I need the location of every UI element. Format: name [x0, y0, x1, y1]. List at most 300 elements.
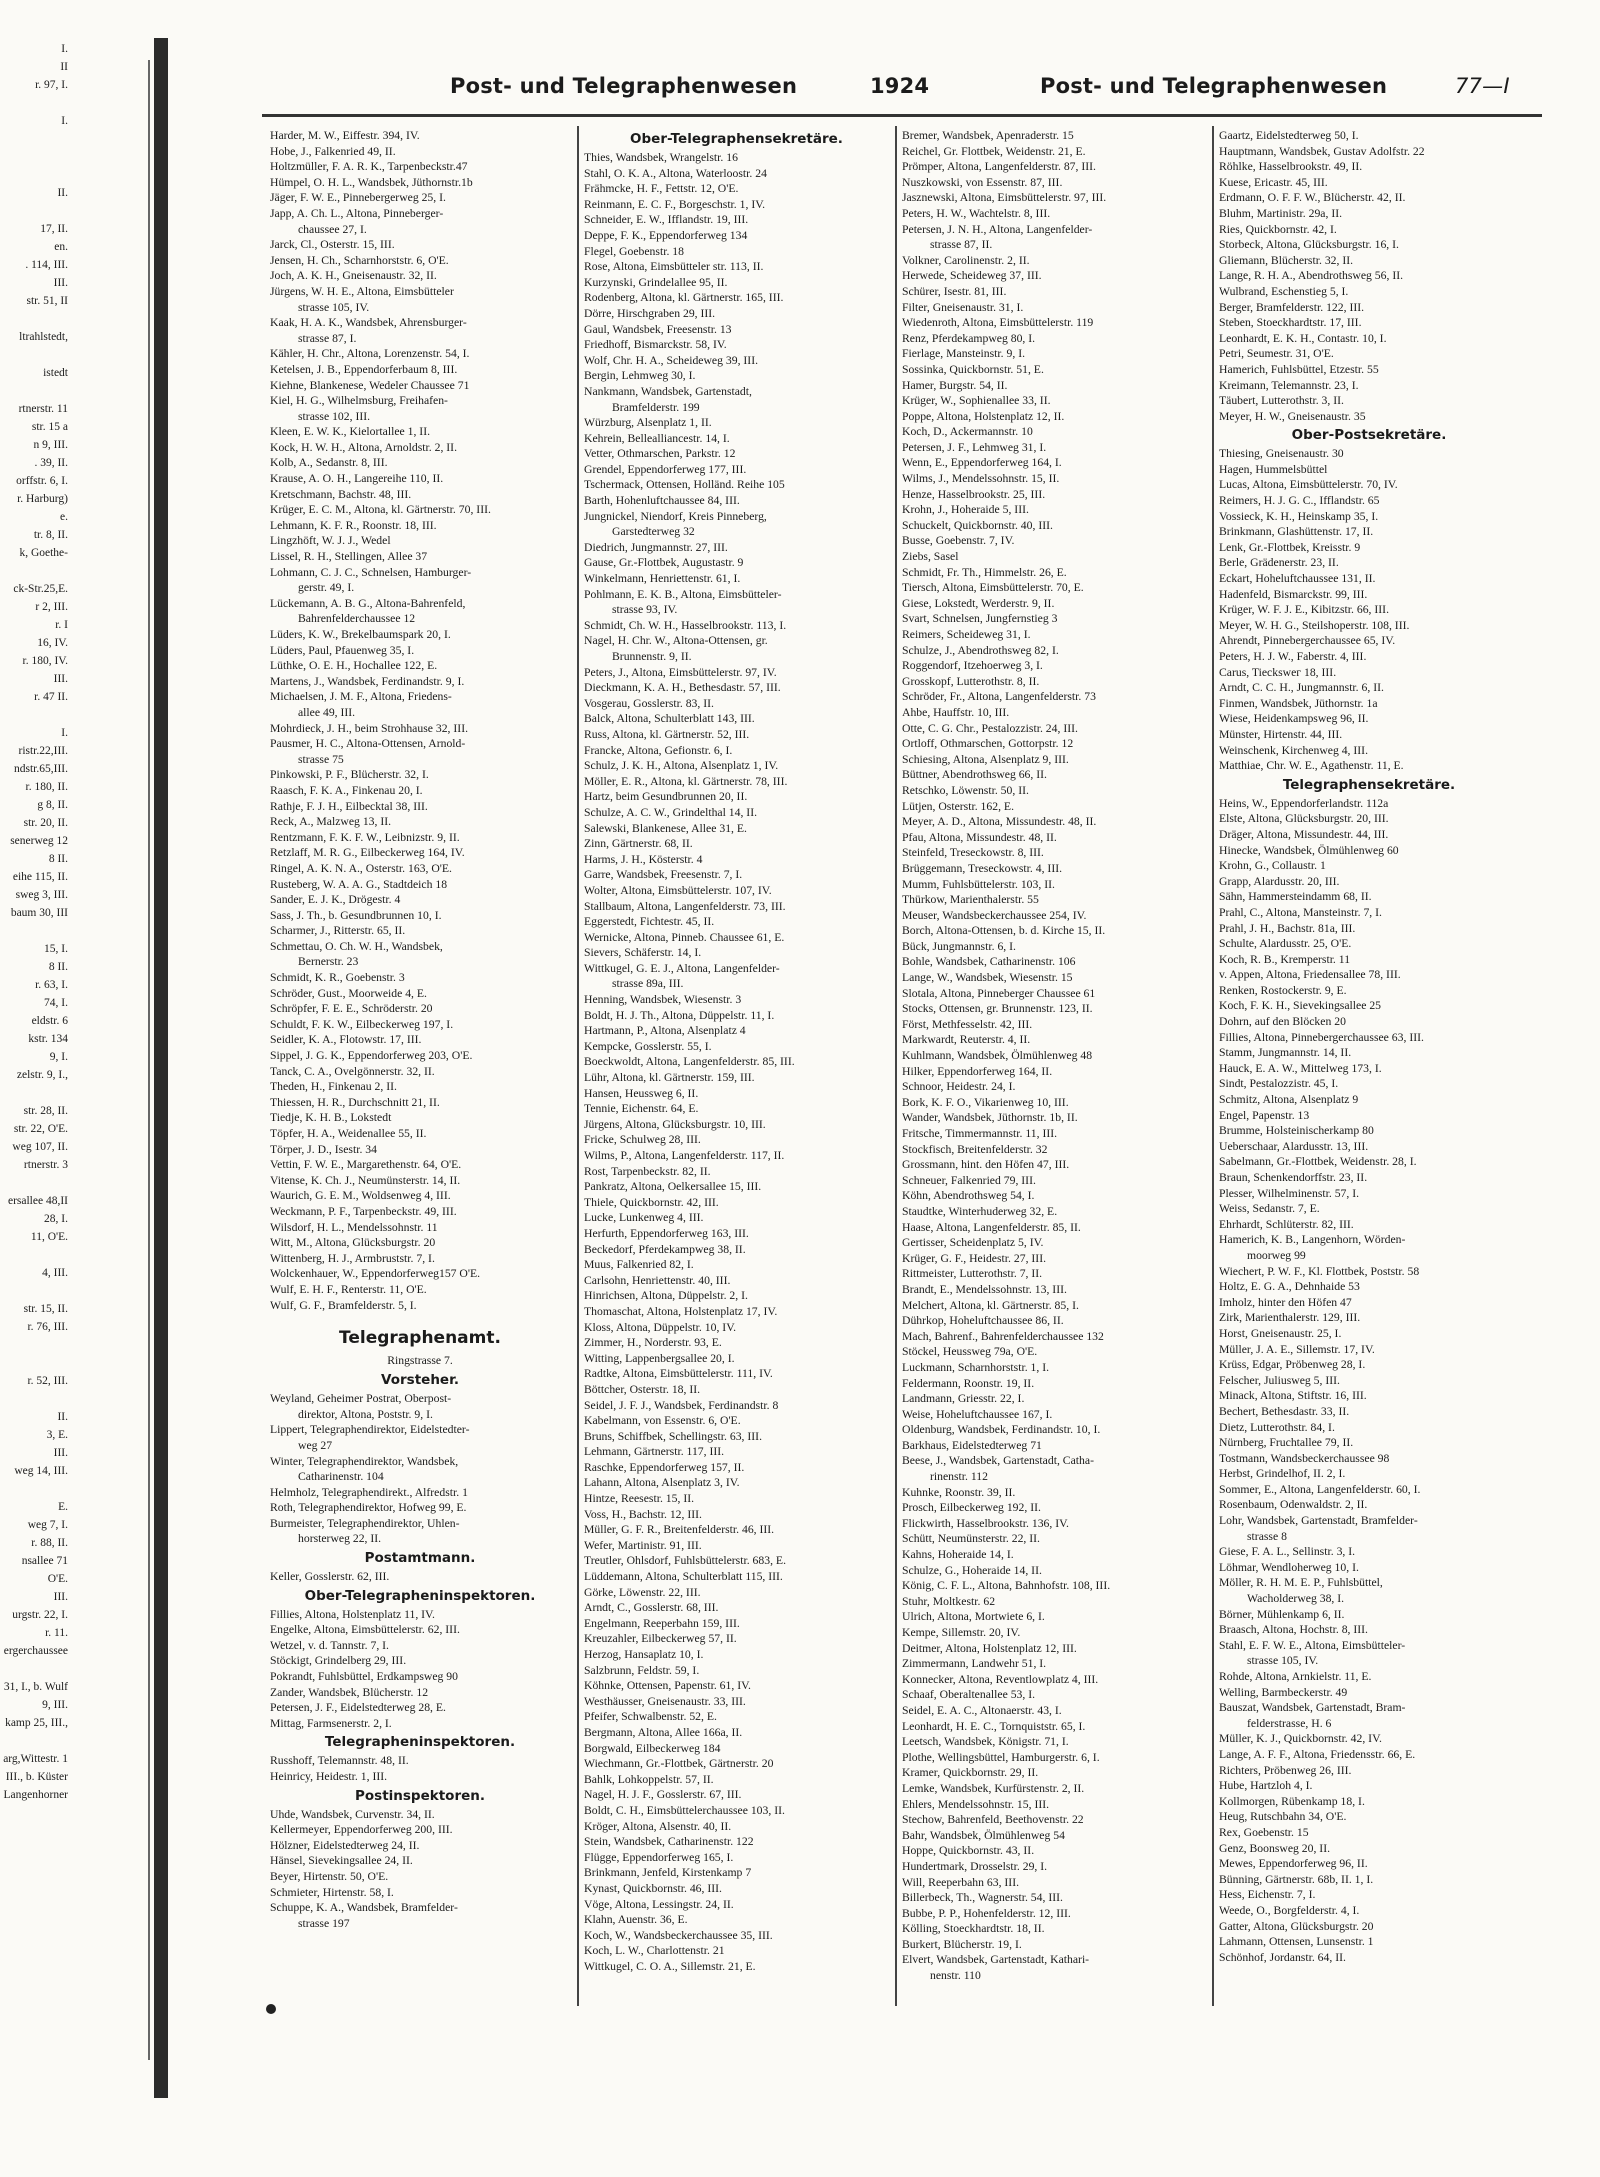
directory-entry: Brumme, Holsteinischerkamp 80	[1219, 1124, 1374, 1138]
directory-entry: Grossmann, hint. den Höfen 47, III.	[902, 1158, 1070, 1172]
directory-entry: Bubbe, P. P., Hohenfelderstr. 12, III.	[902, 1906, 1071, 1920]
directory-entry: Kellermeyer, Eppendorferweg 200, III.	[270, 1823, 453, 1837]
prev-page-line: 9, I.	[49, 1051, 68, 1063]
directory-entry: Filter, Gneisenaustr. 31, I.	[902, 300, 1024, 314]
directory-entry: Meyer, A. D., Altona, Missundestr. 48, II.	[902, 815, 1097, 829]
prev-page-line	[0, 310, 150, 328]
directory-entry: Tiedje, K. H. B., Lokstedt	[270, 1111, 392, 1125]
directory-entry: Retzlaff, M. R. G., Eilbeckerweg 164, IV.	[270, 846, 465, 860]
directory-entry: Mumm, Fuhlsbüttelerstr. 103, II.	[902, 877, 1055, 891]
directory-entry: Krohn, G., Collaustr. 1	[1219, 859, 1326, 873]
directory-entry: Ringel, A. K. N. A., Osterstr. 163, O'E.	[270, 861, 452, 875]
prev-page-line	[0, 1732, 150, 1750]
directory-entry: Mohrdieck, J. H., beim Strohhause 32, III.	[270, 721, 469, 735]
directory-entry: Stein, Wandsbek, Catharinenstr. 122	[584, 1835, 754, 1849]
directory-entry: Carus, Tieckswег 18, III.	[1219, 665, 1337, 679]
directory-entry: Stöckigt, Grindelberg 29, III.	[270, 1654, 407, 1668]
directory-entry: Fricke, Schulweg 28, III.	[584, 1133, 701, 1147]
directory-entry: Schürer, Isestr. 81, III.	[902, 284, 1007, 298]
directory-entry: Lückemann, A. B. G., Altona-Bahrenfeld,	[270, 596, 466, 610]
directory-entry: Wolter, Altona, Eimsbüttelerstr. 107, IV.	[584, 883, 772, 897]
directory-entry: Lohmann, C. J. C., Schnelsen, Hamburger-	[270, 565, 472, 579]
prev-page-line	[0, 148, 150, 166]
directory-entry: Gatter, Altona, Glücksburgstr. 20	[1219, 1919, 1374, 1933]
directory-entry: Hess, Eichenstr. 7, I.	[1219, 1888, 1316, 1902]
directory-entry: Retschko, Löwenstr. 50, II.	[902, 783, 1029, 797]
prev-page-line: 15, I.	[44, 943, 68, 955]
directory-entry: Törper, J. D., Isestr. 34	[270, 1142, 377, 1156]
page-number: 77—I	[1455, 74, 1510, 98]
directory-entry: Bergmann, Altona, Allee 166a, II.	[584, 1725, 743, 1739]
directory-entry: Hinrichsen, Altona, Düppelstr. 2, I.	[584, 1289, 748, 1303]
directory-entry: Reichel, Gr. Flottbek, Weidenstr. 21, E.	[902, 144, 1086, 158]
directory-entry: Stahl, O. K. A., Altona, Waterloostr. 24	[584, 166, 767, 180]
directory-entry: Stöckel, Heussweg 79a, O'E.	[902, 1345, 1038, 1359]
prev-page-line: r. 97, I.	[35, 79, 68, 91]
directory-entry: Rodenberg, Altona, kl. Gärtnerstr. 165, III.	[584, 291, 784, 305]
directory-entry: Löhmar, Wendloherweg 10, I.	[1219, 1560, 1359, 1574]
prev-page-line: ltrahlstedt,	[19, 331, 68, 343]
directory-entry: Gause, Gr.-Flottbek, Augustastr. 9	[584, 556, 744, 570]
directory-entry: Kretschmann, Bachstr. 48, III.	[270, 487, 412, 501]
directory-entry: strasse 75	[298, 752, 344, 766]
directory-entry: Möller, R. H. M. E. P., Fuhlsbüttel,	[1219, 1576, 1383, 1590]
directory-entry: Ortloff, Othmarschen, Gottorpstr. 12	[902, 737, 1074, 751]
directory-entry: Beese, J., Wandsbek, Gartenstadt, Catha-	[902, 1454, 1094, 1468]
prev-page-line: . 114, III.	[25, 259, 68, 271]
directory-entry: Oldenburg, Wandsbek, Ferdinandstr. 10, I.	[902, 1423, 1101, 1437]
prev-page-line: arg,Wittestr. 1	[3, 1753, 68, 1765]
directory-entry: Schaaf, Oberaltenallee 53, I.	[902, 1688, 1036, 1702]
directory-entry: Koch, W., Wandsbeckerchaussee 35, III.	[584, 1928, 773, 1942]
prev-page-line: orffstr. 6, I.	[16, 475, 68, 487]
prev-page-line: rtnerstr. 3	[23, 1159, 68, 1171]
directory-entry: Hoppe, Quickbornstr. 43, II.	[902, 1844, 1035, 1858]
directory-entry: Sabelmann, Gr.-Flottbek, Weidenstr. 28, I.	[1219, 1155, 1417, 1169]
directory-entry: Witting, Lappenbergsallee 20, I.	[584, 1351, 735, 1365]
directory-entry: Storbeck, Altona, Glücksburgstr. 16, I.	[1219, 238, 1399, 252]
directory-entry: Lippert, Telegraphendirektor, Eidelstedter-	[270, 1423, 470, 1437]
directory-entry: Garstedterweg 32	[612, 525, 695, 539]
directory-entry: Helmholz, Telegraphendirekt., Alfredstr. 1	[270, 1485, 468, 1499]
directory-entry: Keller, Gosslerstr. 62, III.	[270, 1570, 390, 1584]
directory-entry: Theden, H., Finkenau 2, II.	[270, 1080, 397, 1094]
directory-entry: Schröder, Gust., Moorweide 4, E.	[270, 986, 427, 1000]
directory-entry: Lucas, Altona, Eimsbüttelerstr. 70, IV.	[1219, 478, 1398, 492]
directory-entry: Peters, H. W., Wachtelstr. 8, III.	[902, 206, 1051, 220]
directory-entry: Frähmcke, H. F., Fettstr. 12, O'E.	[584, 182, 739, 196]
directory-entry: Harms, J. H., Kösterstr. 4	[584, 852, 703, 866]
directory-entry: Michaelsen, J. M. F., Altona, Friedens-	[270, 690, 452, 704]
directory-entry: Joch, A. K. H., Gneisenaustr. 32, II.	[270, 269, 437, 283]
prev-page-line: eihe 115, II.	[12, 871, 68, 883]
directory-entry: Zimmer, H., Norderstr. 93, E.	[584, 1336, 722, 1350]
directory-entry: Mewes, Eppendorferweg 96, II.	[1219, 1857, 1368, 1871]
directory-entry: Leonhardt, H. E. C., Tornquiststr. 65, I.	[902, 1719, 1086, 1733]
directory-entry: Russ, Altona, kl. Gärtnerstr. 52, III.	[584, 727, 750, 741]
directory-entry: Petersen, J. F., Eidelstedterweg 28, E.	[270, 1701, 446, 1715]
directory-entry: Holtz, E. G. A., Dehnhaide 53	[1219, 1280, 1360, 1294]
prev-page-line: r 2, III.	[35, 601, 68, 613]
directory-entry: Klahn, Auenstr. 36, E.	[584, 1913, 688, 1927]
directory-entry: Büttner, Abendrothsweg 66, II.	[902, 768, 1047, 782]
directory-entry: Burkert, Blücherstr. 19, I.	[902, 1937, 1022, 1951]
directory-entry: Nuszkowski, von Essenstr. 87, III.	[902, 175, 1063, 189]
directory-entry: Carlsohn, Henriettenstr. 40, III.	[584, 1273, 731, 1287]
directory-entry: Böttcher, Osterstr. 18, II.	[584, 1382, 701, 1396]
directory-entry: Brandt, E., Mendelssohnstr. 13, III.	[902, 1282, 1067, 1296]
directory-entry: Hadenfeld, Bismarckstr. 99, III.	[1219, 587, 1368, 601]
directory-entry: Wefer, Martinistr. 91, III.	[584, 1538, 702, 1552]
directory-entry: Täubert, Lutterothstr. 3, II.	[1219, 394, 1344, 408]
directory-entry: König, C. F. L., Altona, Bahnhofstr. 108, III.	[902, 1579, 1111, 1593]
directory-entry: Jungnickel, Niendorf, Kreis Pinneberg,	[584, 509, 767, 523]
directory-column-3	[902, 128, 1207, 1984]
directory-entry: Prahl, J. H., Bachstr. 81a, III.	[1219, 921, 1356, 935]
prev-page-line: 3, E.	[46, 1429, 68, 1441]
directory-entry: Lehmann, Gärtnerstr. 117, III.	[584, 1445, 725, 1459]
directory-entry: Kleen, E. W. K., Kielortallee 1, II.	[270, 425, 431, 439]
directory-entry: strasse 87, II.	[930, 238, 993, 252]
directory-entry: Wilms, J., Mendelssohnstr. 15, II.	[902, 472, 1060, 486]
prev-page-line: 28, I.	[44, 1213, 68, 1225]
directory-entry: Herbst, Grindelhof, II. 2, I.	[1219, 1467, 1346, 1481]
prev-page-line: 9, III.	[42, 1699, 68, 1711]
directory-entry: Köhnke, Ottensen, Papenstr. 61, IV.	[584, 1679, 751, 1693]
directory-entry: Schulze, A. C. W., Grindelthal 14, II.	[584, 805, 758, 819]
directory-entry: Ahrendt, Pinnebergerchaussee 65, IV.	[1219, 634, 1396, 648]
directory-entry: Prömper, Altona, Langenfelderstr. 87, III.	[902, 160, 1096, 174]
column-divider	[577, 126, 579, 2006]
directory-entry: Wacholderweg 38, I.	[1247, 1592, 1345, 1606]
directory-entry: Kiehne, Blankenese, Wedeler Chaussee 71	[270, 378, 470, 392]
directory-entry: Garre, Wandsbek, Freesenstr. 7, I.	[584, 868, 743, 882]
directory-entry: Finmen, Wandsbek, Jüthornstr. 1a	[1219, 696, 1378, 710]
directory-entry: Bauszat, Wandsbek, Gartenstadt, Bram-	[1219, 1701, 1406, 1715]
directory-entry: Uhde, Wandsbek, Curvenstr. 34, II.	[270, 1807, 435, 1821]
directory-entry: Billerbeck, Th., Wagnerstr. 54, III.	[902, 1891, 1063, 1905]
directory-entry: Tiersch, Altona, Eimsbüttelerstr. 70, E.	[902, 581, 1084, 595]
directory-entry: Hölzner, Eidelstedterweg 24, II.	[270, 1838, 420, 1852]
directory-entry: Tennie, Eichenstr. 64, E.	[584, 1102, 699, 1116]
prev-page-line	[0, 1246, 150, 1264]
directory-entry: Hartz, beim Gesundbrunnen 20, II.	[584, 790, 748, 804]
directory-entry: Hilker, Eppendorferweg 164, II.	[902, 1064, 1053, 1078]
directory-entry: Wolckenhauer, W., Eppendorferweg157 O'E.	[270, 1267, 481, 1281]
directory-entry: Kiel, H. G., Wilhelmsburg, Freihafen-	[270, 394, 448, 408]
directory-entry: Ehlers, Mendelssohnstr. 15, III.	[902, 1797, 1050, 1811]
directory-entry: Eckart, Hoheluftchaussee 131, II.	[1219, 572, 1376, 586]
prev-page-line	[0, 94, 150, 112]
directory-entry: Dührkop, Hoheluftchaussee 86, II.	[902, 1314, 1064, 1328]
directory-entry: Lenk, Gr.-Flottbek, Kreisstr. 9	[1219, 540, 1361, 554]
directory-entry: Lüders, Paul, Pfauenweg 35, I.	[270, 643, 415, 657]
directory-entry: Mittag, Farmsenerstr. 2, I.	[270, 1716, 392, 1730]
directory-entry: Boldt, H. J. Th., Altona, Düppelstr. 11, I.	[584, 1008, 775, 1022]
directory-entry: Kempe, Sillemstr. 20, IV.	[902, 1626, 1021, 1639]
directory-entry: Hintze, Reesestr. 15, II.	[584, 1492, 695, 1506]
directory-entry: Russhoff, Telemannstr. 48, II.	[270, 1754, 409, 1768]
prev-page-line	[0, 1390, 150, 1408]
directory-entry: Bahlk, Lohkoppelstr. 57, II.	[584, 1772, 714, 1786]
directory-entry: Mach, Bahrenf., Bahrenfelderchaussee 132	[902, 1329, 1104, 1343]
directory-entry: Schuppe, K. A., Wandsbek, Bramfelder-	[270, 1901, 458, 1915]
prev-page-line: II	[60, 61, 68, 73]
directory-entry: strasse 197	[298, 1916, 350, 1930]
directory-entry: Pausmer, H. C., Altona-Ottensen, Arnold-	[270, 737, 466, 751]
directory-entry: Schuckelt, Quickbornstr. 40, III.	[902, 518, 1053, 532]
directory-entry: Jürgens, Altona, Glücksburgstr. 10, III.	[584, 1117, 766, 1131]
directory-entry: Seidel, E. A. C., Altonaerstr. 43, I.	[902, 1703, 1062, 1717]
prev-page-line	[0, 202, 150, 220]
directory-entry: Stuhr, Moltkestr. 62	[902, 1594, 996, 1608]
directory-entry: Schmidt, Ch. W. H., Hasselbrookstr. 113, I.	[584, 618, 787, 632]
section-heading: Ringstrasse 7.	[387, 1354, 453, 1368]
prev-page-line: 74, I.	[44, 997, 68, 1009]
prev-page-line	[0, 1336, 150, 1354]
directory-entry: Schönhof, Jordanstr. 64, II.	[1219, 1950, 1346, 1964]
directory-entry: Weckmann, P. F., Tarpenbeckstr. 49, III.	[270, 1204, 457, 1218]
directory-entry: Nürnberg, Fruchtallee 79, II.	[1219, 1436, 1354, 1450]
directory-column-4	[1219, 128, 1519, 1965]
directory-entry: Bahr, Wandsbek, Ölmühlenweg 54	[902, 1828, 1065, 1842]
directory-entry: Fillies, Altona, Pinnebergerchaussee 63, III.	[1219, 1030, 1424, 1044]
directory-entry: Kuhnke, Roonstr. 39, II.	[902, 1485, 1016, 1499]
prev-page-line: ergerchaussee	[3, 1645, 68, 1657]
directory-entry: Kock, H. W. H., Altona, Arnoldstr. 2, II.	[270, 440, 457, 454]
directory-entry: Stamm, Jungmannstr. 14, II.	[1219, 1046, 1352, 1060]
directory-entry: Herwede, Scheideweg 37, III.	[902, 269, 1042, 283]
directory-entry: Kurzynski, Grindelallee 95, II.	[584, 275, 728, 289]
directory-entry: Minack, Altona, Stiftstr. 16, III.	[1219, 1389, 1367, 1403]
section-heading: Ober-Telegrapheninspektoren.	[304, 1587, 536, 1604]
prev-page-line	[0, 562, 150, 580]
directory-entry: Jäger, F. W. E., Pinnebergerweg 25, I.	[270, 191, 446, 205]
directory-entry: Hube, Hartzloh 4, I.	[1219, 1779, 1313, 1793]
punch-hole-mark	[266, 2004, 276, 2014]
directory-entry: Krohn, J., Hoheraide 5, III.	[902, 503, 1029, 517]
prev-page-line	[0, 1084, 150, 1102]
directory-entry: Münster, Hirtenstr. 44, III.	[1219, 727, 1343, 741]
directory-entry: Radtke, Altona, Eimsbüttelerstr. 111, IV.	[584, 1367, 773, 1381]
directory-entry: Meyer, H. W., Gneisenaustr. 35	[1219, 409, 1366, 423]
directory-entry: Ries, Quickbornstr. 42, I.	[1219, 222, 1337, 236]
prev-page-line: r. 47 II.	[34, 691, 68, 703]
prev-page-line: r. 180, II.	[25, 781, 68, 793]
prev-page-line: E.	[58, 1501, 68, 1513]
prev-page-line: g 8, II.	[37, 799, 68, 811]
directory-entry: Rex, Goebenstr. 15	[1219, 1825, 1309, 1839]
directory-entry: Reimers, Scheideweg 31, I.	[902, 628, 1031, 641]
directory-entry: Sommer, E., Altona, Langenfelderstr. 60, I.	[1219, 1482, 1421, 1496]
directory-entry: Pankratz, Altona, Oelkersallee 15, III.	[584, 1180, 762, 1194]
directory-entry: Thies, Wandsbek, Wrangelstr. 16	[584, 151, 738, 164]
directory-entry: Kähler, H. Chr., Altona, Lorenzenstr. 54, I.	[270, 347, 470, 361]
directory-entry: Otte, C. G. Chr., Pestalozzistr. 24, III.	[902, 721, 1078, 735]
directory-entry: Roth, Telegraphendirektor, Hofweg 99, E.	[270, 1501, 467, 1515]
directory-entry: Pokrandt, Fuhlsbüttel, Erdkampsweg 90	[270, 1670, 458, 1684]
directory-entry: Flickwirth, Hasselbrookstr. 136, IV.	[902, 1516, 1069, 1530]
directory-entry: Markwardt, Reuterstr. 4, II.	[902, 1033, 1031, 1047]
directory-entry: Rost, Tarpenbeckstr. 82, II.	[584, 1164, 711, 1178]
directory-entry: Hamerich, Fuhlsbüttel, Etzestr. 55	[1219, 362, 1379, 376]
directory-entry: Sievers, Schäferstr. 14, I.	[584, 946, 702, 960]
prev-page-line: 31, I., b. Wulf	[3, 1681, 68, 1693]
directory-entry: Bohle, Wandsbek, Catharinenstr. 106	[902, 955, 1076, 969]
directory-entry: Vosgerau, Gosslerstr. 83, II.	[584, 696, 714, 710]
section-heading: Telegraphenamt.	[339, 1328, 501, 1349]
directory-entry: Hauck, E. A. W., Mittelweg 173, I.	[1219, 1061, 1382, 1075]
prev-page-line: III.	[53, 1447, 68, 1459]
directory-entry: gerstr. 49, I.	[298, 581, 355, 595]
directory-entry: Lange, W., Wandsbek, Wiesenstr. 15	[902, 971, 1073, 985]
directory-entry: Nagel, H. J. F., Gosslerstr. 67, III.	[584, 1788, 742, 1802]
directory-entry: Herfurth, Eppendorferweg 163, III.	[584, 1226, 749, 1240]
directory-entry: Bramfelderstr. 199	[612, 400, 700, 414]
prev-page-line	[0, 382, 150, 400]
directory-entry: Wittenberg, H. J., Armbruststr. 7, I.	[270, 1251, 435, 1265]
directory-entry: Pfeifer, Schwalbenstr. 52, E.	[584, 1710, 717, 1724]
directory-entry: Schnoor, Heidestr. 24, I.	[902, 1080, 1016, 1094]
directory-entry: Felscher, Juliusweg 5, III.	[1219, 1373, 1340, 1387]
directory-entry: Tschermack, Ottensen, Holländ. Reihe 105	[584, 478, 785, 492]
directory-entry: Wiedenroth, Altona, Eimsbüttelerstr. 119	[902, 316, 1094, 330]
prev-page-line: senerweg 12	[10, 835, 68, 847]
directory-entry: Muus, Falkenried 82, I.	[584, 1258, 694, 1272]
directory-entry: Heinricy, Heidestr. 1, III.	[270, 1770, 388, 1783]
directory-entry: Wetzel, v. d. Tannstr. 7, I.	[270, 1638, 389, 1652]
prev-page-line	[0, 166, 150, 184]
directory-entry: Seidel, J. F. J., Wandsbek, Ferdinandstr. 8	[584, 1398, 779, 1412]
directory-entry: Francke, Altona, Gefionstr. 6, I.	[584, 743, 733, 757]
directory-entry: Hagen, Hummelsbüttel	[1219, 462, 1328, 476]
prev-page-line: k, Goethe-	[19, 547, 68, 559]
directory-entry: Thomaschat, Altona, Holstenplatz 17, IV.	[584, 1304, 778, 1318]
directory-entry: Ueberschaar, Alardusstr. 13, III.	[1219, 1139, 1369, 1153]
directory-entry: Lühr, Altona, kl. Gärtnerstr. 159, III.	[584, 1071, 755, 1085]
directory-entry: Elvert, Wandsbek, Gartenstadt, Kathari-	[902, 1953, 1090, 1967]
directory-entry: strasse 105, IV.	[298, 300, 370, 314]
directory-column-1	[270, 128, 570, 1931]
directory-entry: Peters, H. J. W., Faberstr. 4, III.	[1219, 650, 1367, 663]
prev-page-line	[0, 922, 150, 940]
directory-entry: Harder, M. W., Eiffestr. 394, IV.	[270, 129, 420, 142]
directory-entry: Winter, Telegraphendirektor, Wandsbek,	[270, 1454, 459, 1468]
directory-entry: Scharmer, J., Ritterstr. 65, II.	[270, 924, 406, 938]
prev-page-line: III.	[53, 673, 68, 685]
section-heading: Vorsteher.	[381, 1372, 459, 1389]
directory-entry: chaussee 27, I.	[298, 222, 367, 236]
directory-entry: Kuhlmann, Wandsbek, Ölmühlenweg 48	[902, 1049, 1093, 1063]
directory-entry: Tostmann, Wandsbeckerchaussee 98	[1219, 1451, 1390, 1465]
directory-entry: Brüggemann, Treseckowstr. 4, III.	[902, 861, 1063, 875]
section-heading: Postamtmann.	[364, 1550, 476, 1567]
directory-entry: Diedrich, Jungmannstr. 27, III.	[584, 540, 728, 554]
directory-entry: Schulz, J. K. H., Altona, Alsenplatz 1, IV.	[584, 759, 779, 773]
directory-entry: Weyland, Geheimer Postrat, Oberpost-	[270, 1392, 452, 1406]
directory-entry: Kolb, A., Sedanstr. 8, III.	[270, 456, 388, 470]
directory-entry: Henze, Hasselbrookstr. 25, III.	[902, 487, 1046, 501]
directory-entry: Treutler, Ohlsdorf, Fuhlsbüttelerstr. 683, E.	[584, 1554, 786, 1568]
directory-entry: horsterweg 22, II.	[298, 1532, 382, 1546]
directory-entry: Raasch, F. K. A., Finkenau 20, I.	[270, 783, 423, 797]
column-divider	[895, 126, 897, 2006]
directory-entry: Jensen, H. Ch., Scharnhorststr. 6, O'E.	[270, 253, 449, 267]
directory-entry: Jarck, Cl., Osterstr. 15, III.	[270, 238, 395, 252]
directory-entry: Krüger, W., Sophienallee 33, II.	[902, 394, 1051, 408]
directory-entry: Henning, Wandsbek, Wiesenstr. 3	[584, 993, 742, 1007]
directory-entry: Dörre, Hirschgraben 29, III.	[584, 306, 716, 320]
directory-entry: strasse 93, IV.	[612, 603, 678, 617]
directory-entry: Boeckwoldt, Altona, Langenfelderstr. 85, III.	[584, 1055, 795, 1069]
directory-entry: Meuser, Wandsbeckerchaussee 254, IV.	[902, 908, 1087, 922]
header-title-left: Post- und Telegraphenwesen	[450, 74, 798, 98]
directory-entry: Peters, J., Altona, Eimsbüttelerstr. 97, IV.	[584, 665, 777, 679]
directory-entry: Wolf, Chr. H. A., Scheideweg 39, III.	[584, 353, 759, 367]
directory-entry: Steben, Stoeckhardtstr. 17, III.	[1219, 316, 1362, 330]
prev-page-line: I.	[61, 727, 68, 739]
directory-entry: Wernicke, Altona, Pinneb. Chaussee 61, E.	[584, 930, 785, 944]
directory-entry: Leetsch, Wandsbek, Königstr. 71, I.	[902, 1735, 1069, 1749]
directory-entry: Martens, J., Wandsbek, Ferdinandstr. 9, I.	[270, 674, 465, 688]
directory-entry: Lahmann, Ottensen, Lunsenstr. 1	[1219, 1935, 1374, 1949]
prev-page-line: ersallee 48,II	[7, 1195, 68, 1207]
directory-entry: Feldermann, Roonstr. 19, II.	[902, 1376, 1035, 1390]
directory-entry: Sindt, Pestalozzistr. 45, I.	[1219, 1077, 1339, 1091]
directory-entry: Lüders, K. W., Brekelbaumspark 20, I.	[270, 628, 451, 641]
prev-page-line: ck-Str.25,E.	[13, 583, 68, 595]
directory-entry: Rusteberg, W. A. A. G., Stadtdeich 18	[270, 877, 448, 891]
directory-entry: Hobe, J., Falkenried 49, II.	[270, 144, 396, 158]
directory-entry: Thiele, Quickbornstr. 42, III.	[584, 1195, 719, 1209]
directory-entry: Rohde, Altona, Arnkielstr. 11, E.	[1219, 1670, 1372, 1683]
directory-entry: Köhn, Abendrothsweg 54, I.	[902, 1189, 1035, 1203]
prev-page-line: r. 180, IV.	[22, 655, 68, 667]
directory-entry: Erdmann, O. F. F. W., Blücherstr. 42, II.	[1219, 191, 1406, 205]
directory-entry: Witt, M., Altona, Glücksburgstr. 20	[270, 1236, 436, 1250]
directory-entry: Schröpfer, F. E. E., Schröderstr. 20	[270, 1002, 433, 1016]
prev-page-line: II.	[57, 187, 68, 199]
directory-entry: Giese, Lokstedt, Werderstr. 9, II.	[902, 596, 1055, 610]
column-divider	[1212, 126, 1214, 2006]
directory-entry: strasse 8	[1247, 1529, 1287, 1543]
directory-entry: Brunnenstr. 9, II.	[612, 650, 692, 663]
directory-entry: Wiechert, P. W. F., Kl. Flottbek, Poststr. 58	[1219, 1264, 1420, 1278]
directory-entry: Nankmann, Wandsbek, Gartenstadt,	[584, 384, 752, 398]
directory-entry: Müller, J. A. E., Sillemstr. 17, IV.	[1219, 1342, 1375, 1356]
directory-entry: Müller, G. F. R., Breitenfelderstr. 46, III.	[584, 1523, 775, 1537]
prev-page-line: r. 88, II.	[31, 1537, 68, 1549]
directory-entry: Ketelsen, J. B., Eppendorferbaum 8, III.	[270, 362, 458, 376]
directory-entry: Grosskopf, Lutterothstr. 8, II.	[902, 674, 1040, 688]
directory-entry: Krüss, Edgar, Pröbenweg 28, I.	[1219, 1358, 1366, 1372]
directory-entry: Deitmer, Altona, Holstenplatz 12, III.	[902, 1641, 1077, 1655]
directory-entry: Salzbrunn, Feldstr. 59, I.	[584, 1663, 700, 1677]
directory-entry: Pinkowski, P. F., Blücherstr. 32, I.	[270, 768, 429, 782]
directory-entry: direktor, Altona, Poststr. 9, I.	[298, 1407, 433, 1421]
directory-entry: Koch, D., Ackermannstr. 10	[902, 425, 1033, 439]
directory-entry: Schmettau, O. Ch. W. H., Wandsbek,	[270, 939, 443, 953]
directory-entry: Börner, Mühlenkamp 6, II.	[1219, 1607, 1345, 1621]
prev-page-line: str. 20, II.	[23, 817, 68, 829]
directory-entry: Wulbrand, Eschenstieg 5, I.	[1219, 284, 1349, 298]
directory-entry: Rittmeister, Lutterothstr. 7, II.	[902, 1267, 1043, 1281]
directory-entry: rinenstr. 112	[930, 1470, 988, 1484]
directory-entry: Berle, Grädenerstr. 23, II.	[1219, 556, 1339, 570]
directory-entry: Braun, Schenkendorffstr. 23, II.	[1219, 1171, 1368, 1184]
prev-page-line: r. 52, III.	[27, 1375, 68, 1387]
directory-entry: Grapp, Alardusstr. 20, III.	[1219, 874, 1340, 888]
